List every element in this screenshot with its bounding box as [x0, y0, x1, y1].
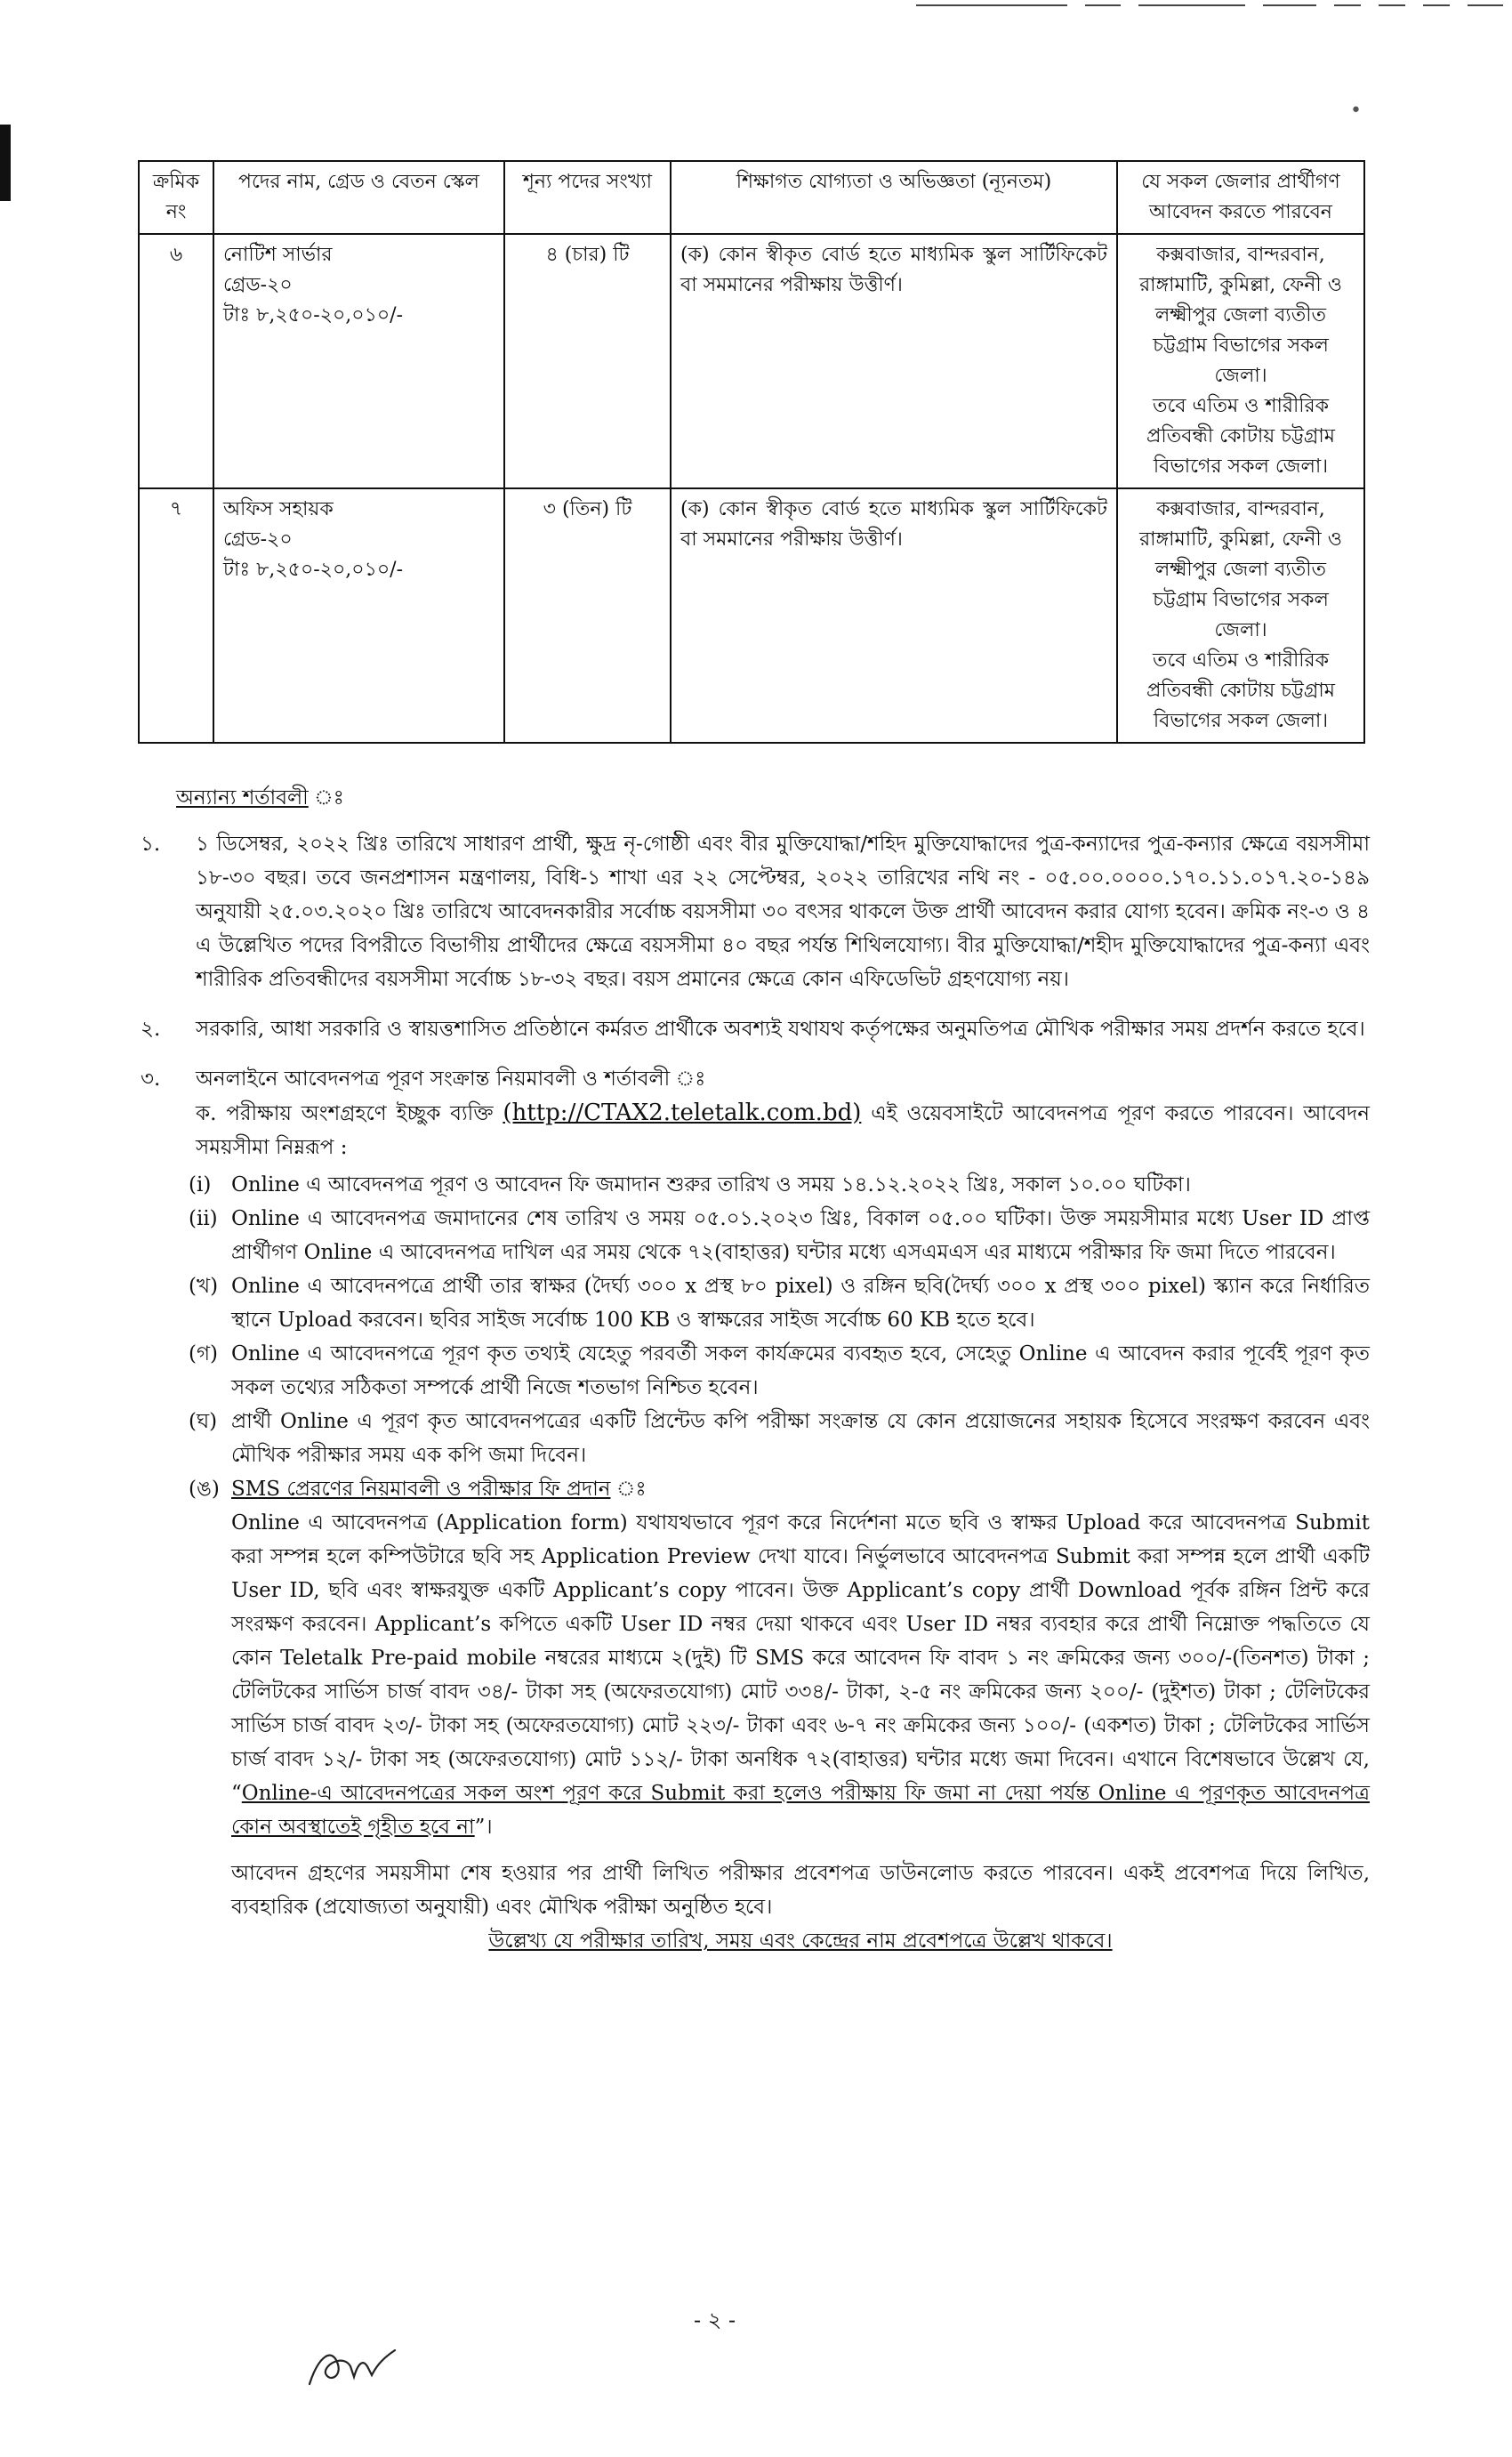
rule-uo [189, 1472, 1370, 1844]
condition-item-3 [133, 1062, 1370, 1164]
row-districts [1117, 488, 1364, 743]
header-vacancy: শূন্য পদের সংখ্যা [504, 161, 671, 234]
condition-item-1 [133, 827, 1370, 996]
table-row [139, 234, 1364, 488]
row-serial: ৭ [139, 488, 213, 743]
post-pay-scale: টাঃ ৮,২৫০-২০,০১০/- [223, 559, 404, 581]
row-post [213, 234, 504, 488]
rule-text: Online এ আবেদনপত্রে প্রার্থী তার স্বাক্ষর (দৈর্ঘ্য ৩০০ x প্রস্থ ৮০ pixel) ও রঙ্গিন ছবি(দৈর্ঘ্য ৩০০ x প্রস্থ ৩০০ pixel) স্ক্যান করে নির্ধারিত স্থানে Upload করবেন। ছবির সাইজ সর্বোচ্চ 100 KB ও স্বাক্ষরের সাইজ সর্বোচ্চ 60 KB হতে হবে। [231, 1275, 1370, 1332]
rule-kha [189, 1269, 1370, 1337]
sms-title-suffix: ঃ [610, 1478, 647, 1501]
sms-quote-end: ”। [474, 1816, 493, 1839]
districts-text: কক্সবাজার, বান্দরবান, রাঙ্গামাটি, কুমিল্লা, ফেনী ও লক্ষ্মীপুর জেলা ব্যতীত চট্টগ্রাম বিভাগের সকল জেলা। [1139, 498, 1342, 641]
online-website-line [196, 1096, 1370, 1164]
condition-number: ২. [141, 1018, 161, 1041]
conditions-heading [176, 781, 1370, 815]
condition-item-2 [133, 1012, 1370, 1046]
conditions-heading-suffix: ঃ [308, 786, 344, 810]
sms-important-note: Online-এ আবেদনপত্রের সকল অংশ পূরণ করে Submit করা হলেও পরীক্ষায় ফি জমা না দেয়া পর্যন্ত Online এ পূরণকৃত আবেদনপত্র কোন অবস্থাতেই গৃহীত হবে না [231, 1782, 1370, 1839]
rule-text: প্রার্থী Online এ পূরণ কৃত আবেদনপত্রের একটি প্রিন্টেড কপি পরীক্ষা সংক্রান্ত যে কোন প্রয়োজনের সহায়ক হিসেবে সংরক্ষণ করবেন এবং মৌখিক পরীক্ষার সময় এক কপি জমা দিবেন। [231, 1410, 1370, 1467]
sms-text: Online এ আবেদনপত্র (Application form) যথাযথভাবে পূরণ করে নির্দেশনা মতে ছবি ও স্বাক্ষর Upload করে আবেদনপত্র Submit করা সম্পন্ন হলে কম্পিউটারে ছবি সহ Application Preview দেখা যাবে। নির্ভুলভাবে আবেদনপত্র Submit করা সম্পন্ন হলে প্রার্থী একটি User ID, ছবি এবং স্বাক্ষরযুক্ত একটি Applicant’s copy পাবেন। উক্ত Applicant’s copy প্রার্থী Download পূর্বক রঙ্গিন প্রিন্ট করে সংরক্ষণ করবেন। Applicant’s কপিতে একটি User ID নম্বর দেয়া থাকবে এবং User ID নম্বর ব্যবহার করে প্রার্থী নিম্নোক্ত পদ্ধতিতে যে কোন Teletalk Pre-paid mobile নম্বরের মাধ্যমে ২(দুই) টি SMS করে আবেদন ফি বাবদ ১ নং ক্রমিকের জন্য ৩০০/-(তিনশত) টাকা ; টেলিটকের সার্ভিস চার্জ বাবদ ৩৪/- টাকা সহ (অফেরতযোগ্য) মোট ৩৩৪/- টাকা, ২-৫ নং ক্রমিকের জন্য ২০০/- (দুইশত) টাকা ; টেলিটকের সার্ভিস চার্জ বাবদ ২৩/- টাকা সহ (অফেরতযোগ্য) মোট ২২৩/- টাকা এবং ৬-৭ নং ক্রমিকের জন্য ১০০/- (একশত) টাকা ; টেলিটকের সার্ভিস চার্জ বাবদ ১২/- টাকা সহ (অফেরতযোগ্য) মোট ১১২/- টাকা অনধিক ৭২(বাহাত্তর) ঘন্টার মধ্যে জমা দিবেন। এখানে বিশেষভাবে উল্লেখ যে, “ [231, 1511, 1370, 1805]
condition-text: সরকারি, আধা সরকারি ও স্বায়ত্তশাসিত প্রতিষ্ঠানে কর্মরত প্রার্থীকে অবশ্যই যথাযথ কর্তৃপক্ষের অনুমতিপত্র মৌখিক পরীক্ষার সময় প্রদর্শন করতে হবে। [196, 1018, 1365, 1041]
header-education: শিক্ষাগত যোগ্যতা ও অভিজ্ঞতা (ন্যূনতম) [671, 161, 1117, 234]
header-post: পদের নাম, গ্রেড ও বেতন স্কেল [213, 161, 504, 234]
row-education: (ক) কোন স্বীকৃত বোর্ড হতে মাধ্যমিক স্কুল সার্টিফিকেট বা সমমানের পরীক্ষায় উত্তীর্ণ। [671, 234, 1117, 488]
row-districts [1117, 234, 1364, 488]
online-rules-title: অনলাইনে আবেদনপত্র পূরণ সংক্রান্ত নিয়মাবলী ও শর্তাবলী ঃ [196, 1067, 706, 1091]
rule-gha [189, 1405, 1370, 1472]
rule-i [189, 1168, 1370, 1202]
post-name: অফিস সহায়ক [223, 498, 334, 520]
row-vacancy: ৪ (চার) টি [504, 234, 671, 488]
website-suffix: এই ওয়েবসাইটে আবেদনপত্র পূরণ করতে পারবেন। আবেদন সময়সীমা নিম্নরূপ : [196, 1102, 1370, 1159]
website-prefix: ক. পরীক্ষায় অংশগ্রহণে ইচ্ছুক ব্যক্তি [196, 1102, 503, 1125]
districts-note: তবে এতিম ও শারীরিক প্রতিবন্ধী কোটায় চট্টগ্রাম বিভাগের সকল জেলা। [1146, 395, 1335, 478]
sms-title: SMS প্রেরণের নিয়মাবলী ও পরীক্ষার ফি প্রদান [231, 1478, 611, 1501]
rule-text: Online এ আবেদনপত্র পূরণ ও আবেদন ফি জমাদান শুরুর তারিখ ও সময় ১৪.১২.২০২২ খ্রিঃ, সকাল ১০.০০ ঘটিকা। [231, 1173, 1191, 1196]
speck: • [1350, 100, 1362, 122]
row-vacancy: ৩ (তিন) টি [504, 488, 671, 743]
row-serial: ৬ [139, 234, 213, 488]
condition-number: ১. [141, 833, 161, 856]
rule-text: Online এ আবেদনপত্রে পূরণ কৃত তথ্যই যেহেতু পরবর্তী সকল কার্যক্রমের ব্যবহৃত হবে, সেহেতু Online এ আবেদন করার পূর্বেই পূরণ কৃত সকল তথ্যের সঠিকতা সম্পর্কে প্রার্থী নিজে শতভাগ নিশ্চিত হবেন। [231, 1342, 1370, 1399]
rule-label: (ঘ) [189, 1410, 218, 1433]
rule-label: (খ) [189, 1275, 219, 1298]
row-education: (ক) কোন স্বীকৃত বোর্ড হতে মাধ্যমিক স্কুল সার্টিফিকেট বা সমমানের পরীক্ষায় উত্তীর্ণ। [671, 488, 1117, 743]
post-grade: গ্রেড-২০ [223, 274, 293, 296]
rule-label: (গ) [189, 1342, 219, 1365]
rule-label: (ii) [189, 1207, 218, 1230]
website-link[interactable]: (http://CTAX2.teletalk.com.bd) [503, 1100, 862, 1126]
rule-label: (i) [189, 1173, 212, 1196]
binding-mark [0, 125, 11, 201]
condition-number: ৩. [141, 1067, 161, 1091]
row-post [213, 488, 504, 743]
header-districts: যে সকল জেলার প্রার্থীগণ আবেদন করতে পারবেন [1117, 161, 1364, 234]
online-rules [196, 1062, 1370, 1164]
rule-label: (ঙ) [189, 1478, 220, 1501]
conditions-heading-text: অন্যান্য শর্তাবলী [176, 786, 309, 810]
closing-note-wrap [231, 1924, 1370, 1958]
table-header-row [139, 161, 1364, 234]
districts-text: কক্সবাজার, বান্দরবান, রাঙ্গামাটি, কুমিল্লা, ফেনী ও লক্ষ্মীপুর জেলা ব্যতীত চট্টগ্রাম বিভাগের সকল জেলা। [1139, 244, 1342, 387]
closing-note: উল্লেখ্য যে পরীক্ষার তারিখ, সময় এবং কেন্দ্রের নাম প্রবেশপত্রে উল্লেখ থাকবে। [488, 1929, 1113, 1953]
vacancy-table [138, 160, 1365, 744]
condition-text: ১ ডিসেম্বর, ২০২২ খ্রিঃ তারিখে সাধারণ প্রার্থী, ক্ষুদ্র নৃ-গোষ্ঠী এবং বীর মুক্তিযোদ্ধা/শহিদ মুক্তিযোদ্ধাদের পুত্র-কন্যাদের পুত্র-কন্যার ক্ষেত্রে বয়সসীমা ১৮-৩০ বছর। তবে জনপ্রশাসন মন্ত্রণালয়, বিধি-১ শাখা এর ২২ সেপ্টেম্বর, ২০২২ তারিখের নথি নং - ০৫.০০.০০০০.১৭০.১১.০১৭.২০-১৪৯ অনুযায়ী ২৫.০৩.২০২০ খ্রিঃ তারিখে আবেদনকারীর সর্বোচ্চ বয়সসীমা ৩০ বৎসর থাকলে উক্ত প্রার্থী আবেদন করার যোগ্য হবেন। ক্রমিক নং-৩ ও ৪ এ উল্লেখিত পদের বিপরীতে বিভাগীয় প্রার্থীদের ক্ষেত্রে বয়সসীমা ৪০ বছর পর্যন্ত শিথিলযোগ্য। বীর মুক্তিযোদ্ধা/শহীদ মুক্তিযোদ্ধাদের পুত্র-কন্যা এবং শারীরিক প্রতিবন্ধীদের বয়সসীমা সর্বোচ্চ ১৮-৩২ বছর। বয়স প্রমানের ক্ষেত্রে কোন এফিডেভিট গ্রহণযোগ্য নয়। [196, 833, 1370, 991]
rule-text: Online এ আবেদনপত্র জমাদানের শেষ তারিখ ও সময় ০৫.০১.২০২৩ খ্রিঃ, বিকাল ০৫.০০ ঘটিকা। উক্ত সময়সীমার মধ্যে User ID প্রাপ্ত প্রার্থীগণ Online এ আবেদনপত্র দাখিল এর সময় থেকে ৭২(বাহাত্তর) ঘন্টার মধ্যে এসএমএস এর মাধ্যমে পরীক্ষার ফি জমা দিতে পারবেন। [231, 1207, 1370, 1264]
table-row [139, 488, 1364, 743]
districts-note: তবে এতিম ও শারীরিক প্রতিবন্ধী কোটায় চট্টগ্রাম বিভাগের সকল জেলা। [1146, 649, 1335, 732]
header-serial: ক্রমিক নং [139, 161, 213, 234]
conditions-section [133, 781, 1370, 1958]
closing-paragraph: আবেদন গ্রহণের সময়সীমা শেষ হওয়ার পর প্রার্থী লিখিত পরীক্ষার প্রবেশপত্র ডাউনলোড করতে পারবেন। একই প্রবেশপত্র দিয়ে লিখিত, ব্যবহারিক (প্রযোজ্যতা অনুযায়ী) এবং মৌখিক পরীক্ষা অনুষ্ঠিত হবে। [231, 1862, 1370, 1919]
rule-ii [189, 1202, 1370, 1269]
rule-ga [189, 1337, 1370, 1405]
signature-mark [302, 2338, 400, 2391]
sms-title-line [231, 1472, 1370, 1506]
post-name: নোটিশ সার্ভার [223, 244, 333, 266]
top-edge-marks [916, 0, 1512, 12]
sms-body [231, 1506, 1370, 1844]
post-grade: গ্রেড-২০ [223, 528, 293, 551]
page-number: - ২ - [694, 2308, 736, 2332]
sms-section [231, 1472, 1370, 1844]
post-pay-scale: টাঃ ৮,২৫০-২০,০১০/- [223, 304, 404, 326]
